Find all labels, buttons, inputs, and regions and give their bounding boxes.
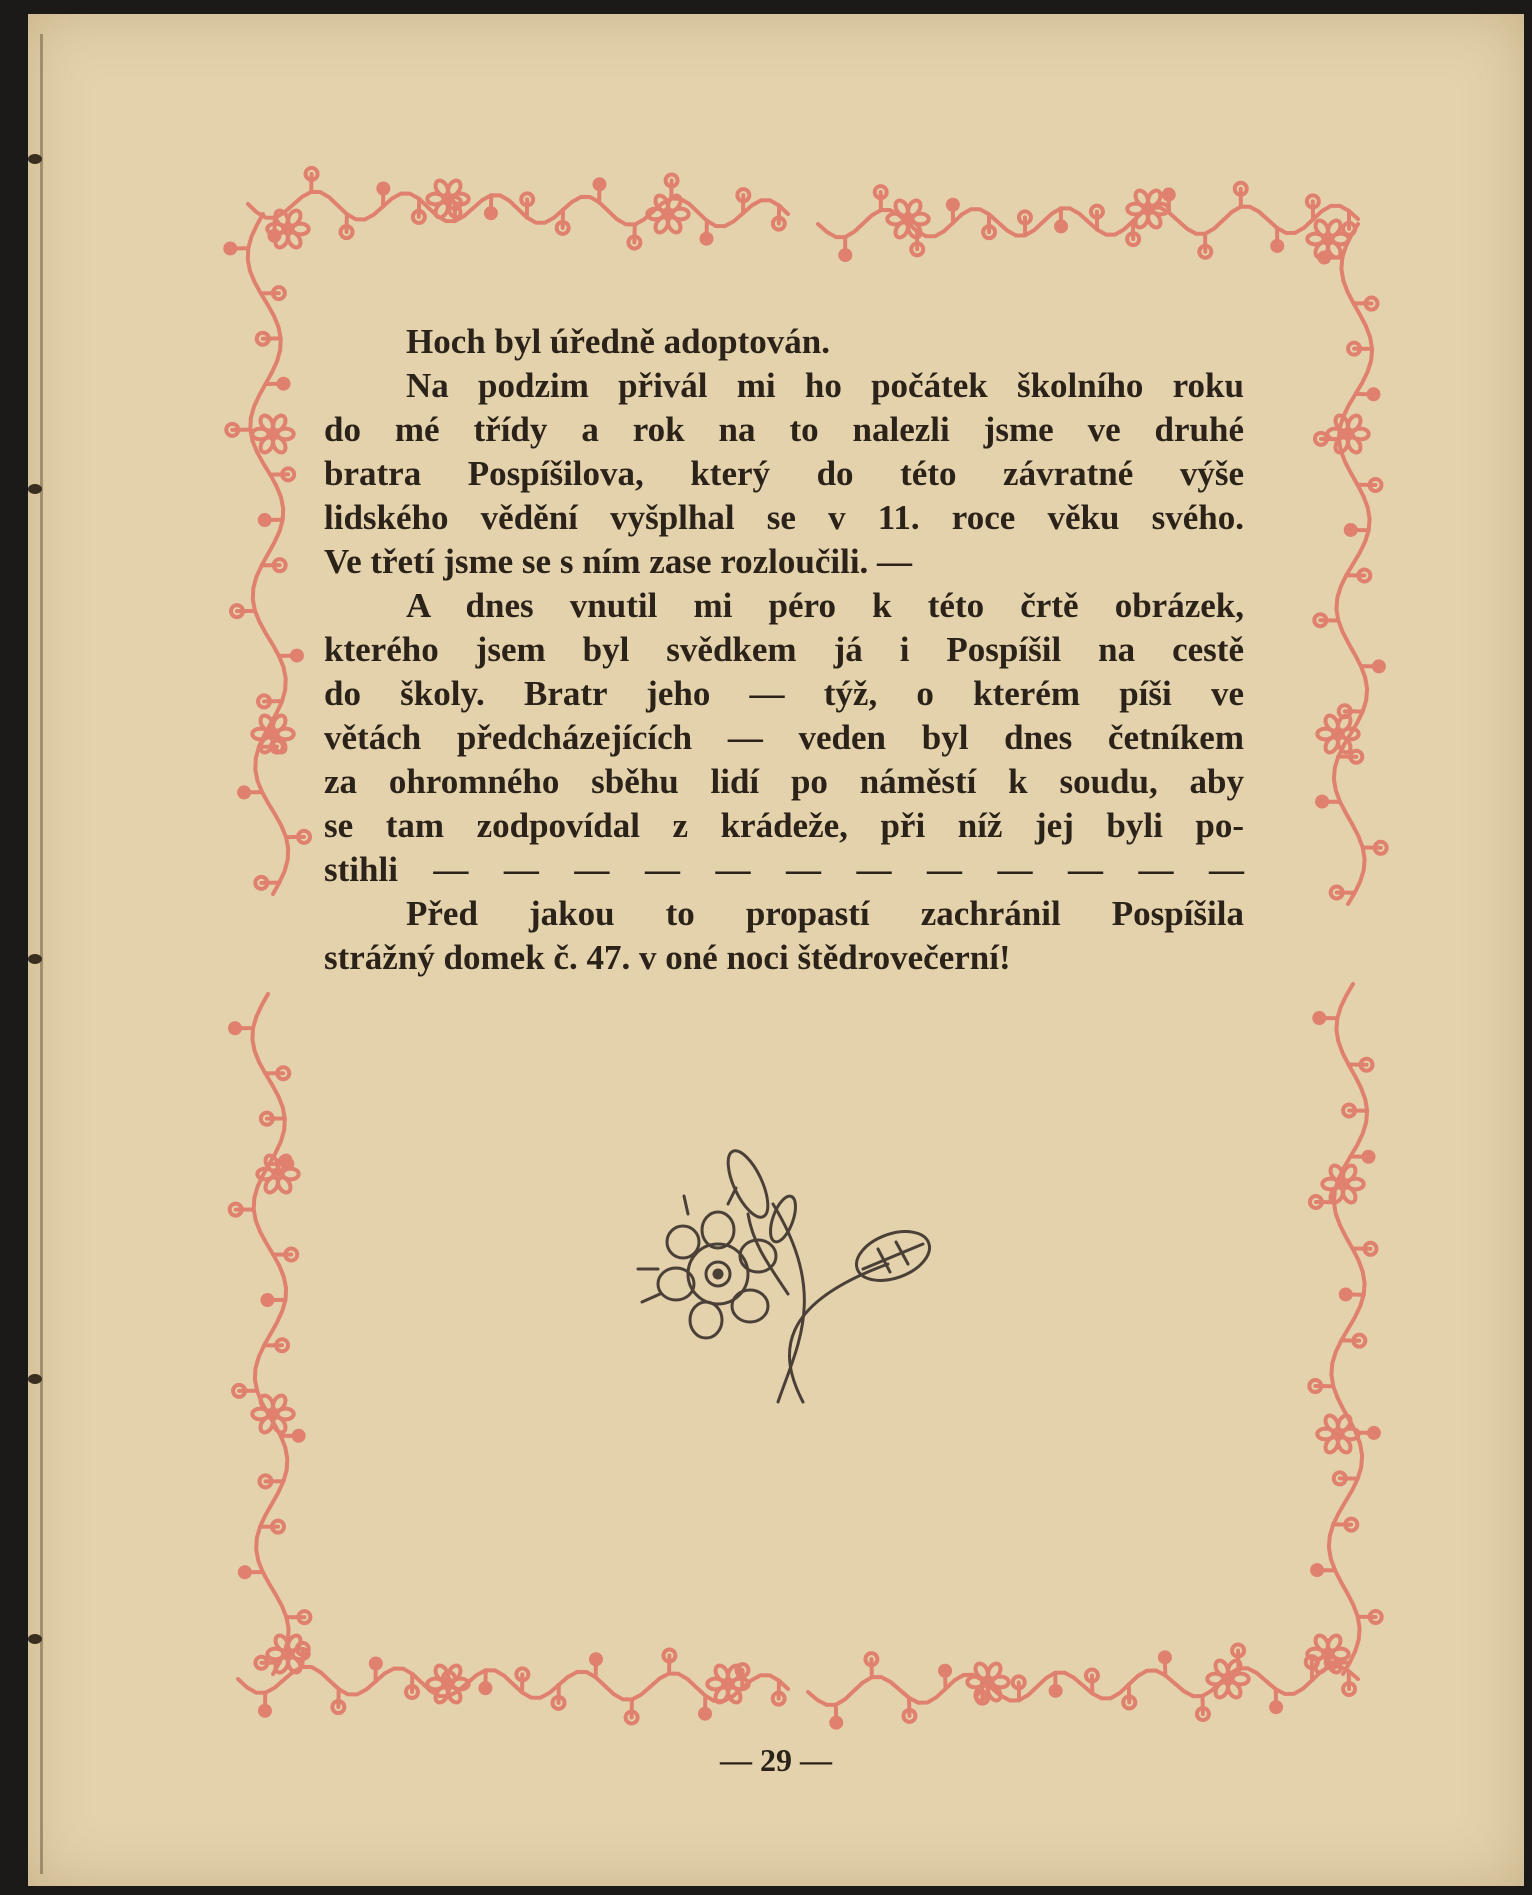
paragraph-1 bbox=[324, 320, 1244, 364]
text-line: A dnes vnutil mi péro k této črtě obrázek, bbox=[406, 586, 1244, 625]
text-line: do mé třídy a rok na to nalezli jsme ve druhé bbox=[324, 410, 1244, 449]
text-line: Hoch byl úředně adoptován. bbox=[406, 322, 830, 361]
paragraph-2 bbox=[324, 364, 1244, 584]
text-line: Před jakou to propastí zachránil Pospíšila bbox=[406, 894, 1244, 933]
flower-sprig-ornament-icon bbox=[628, 1144, 938, 1404]
text-line: větách předcházejících — veden byl dnes četníkem bbox=[324, 718, 1244, 757]
text-line: bratra Pospíšilova, který do této závratné výše bbox=[324, 454, 1244, 493]
text-line: Ve třetí jsme se s ním zase rozloučili. — bbox=[324, 542, 913, 581]
body-text bbox=[324, 320, 1244, 980]
text-line: za ohromného sběhu lidí po náměstí k soudu, aby bbox=[324, 762, 1244, 801]
text-line: kterého jsem byl svědkem já i Pospíšil na cestě bbox=[324, 630, 1244, 669]
page-number: — 29 — bbox=[720, 1742, 832, 1778]
text-line: stihli — — — — — — — — — — — — bbox=[324, 850, 1244, 889]
text-line: lidského vědění vyšplhal se v 11. roce věku svého. bbox=[324, 498, 1244, 537]
book-page bbox=[28, 14, 1524, 1886]
text-line: do školy. Bratr jeho — týž, o kterém píši ve bbox=[324, 674, 1244, 713]
paragraph-4 bbox=[324, 892, 1244, 980]
text-line: strážný domek č. 47. v oné noci štědrovečerní! bbox=[324, 938, 1011, 977]
paragraph-3 bbox=[324, 584, 1244, 892]
text-line: Na podzim přivál mi ho počátek školního roku bbox=[406, 366, 1244, 405]
text-line: se tam zodpovídal z krádeže, při níž jej byli po- bbox=[324, 806, 1244, 845]
